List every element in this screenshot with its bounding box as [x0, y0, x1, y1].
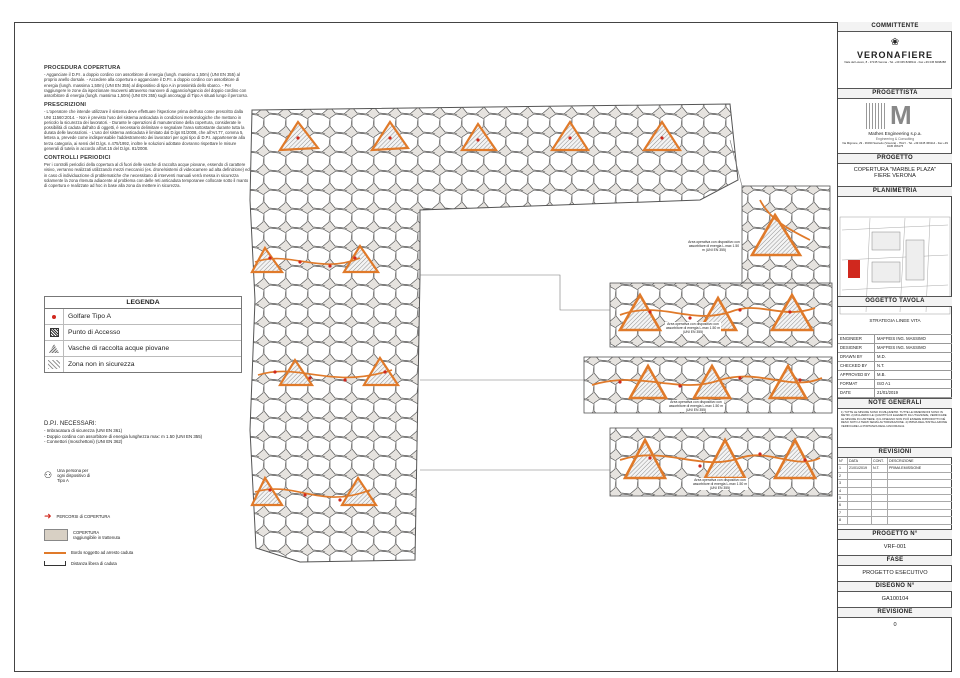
revision-header: REVISIONE: [838, 607, 952, 618]
client-name: VERONAFIERE: [856, 50, 933, 60]
client-block: [838, 36, 952, 88]
procedure-text: - Agganciare il D.P.I. a doppio cordino con assorbitore di energia (lungh. massima 1,50m) (UNI EN 355) al proprio anello dorsale. - Accedere alla copertura e agganciare il D.P.I. a doppio cordino con assorbitore di energia (lungh. massima 1,50m) (UNI EN 355) al dispositivo di tipo A in prossimità dello sbarco. - Per raggiungere le zone da ispezionare muoversi attraverso manovre di aggancio/sgancio del doppio cordino con assorbitore di energia (lungh. massima 1,50m) (UNI EN 355) sugli ancoraggi di Tipo A situati lungo il percorso.: [44, 72, 249, 99]
rev-row: 7: [838, 510, 952, 517]
revision: 0: [893, 621, 897, 628]
designer-info: Via Mignone, 29 - 36030 Sarcedo (Vicenza) - ITALY - Tel. +39 0445 366114 - Fax +39 0445 366175: [842, 141, 948, 149]
project-no-header: PROGETTO N°: [838, 529, 952, 540]
project-no: VRF-001: [883, 543, 907, 550]
legend-label: Vasche di raccolta acque piovane: [68, 345, 170, 352]
red-arrow-icon: ➜: [44, 511, 52, 521]
rev-row: 5: [838, 495, 952, 502]
callout-1: Area operativa con dispositivo con assorbitore di energia L.max 1.50 m (UNI EN 355): [688, 240, 740, 252]
tb-row: DESIGNER MAFFEIS ING. MASSIMO: [838, 344, 952, 353]
tb-row: DATE 21/01/2019: [838, 389, 952, 398]
rev-row: 2: [838, 473, 952, 480]
project-header: PROGETTO: [838, 153, 952, 164]
checks-text: Per i controlli periodici della copertura al di fuori delle vasche di raccolta acque piovane, essendo di carattere visivo, verranno realizzati utilizzando mezzi meccanici (es. drone/sistemi di videocamere ad alta definizione) ed in caso di individuazione di problematiche che necessitano di interventi manuali verrà messa in sicurezza solamente la zona ritenuta adiacente al problema con delle reti anticaduta temporanee collocate sotto il manto di copertura e realizzate ad hoc in base alla zona da mettere in sicurezza.: [44, 162, 250, 189]
designer-block: [838, 99, 952, 153]
rev-header-row: N° DATA CONT. DESCRIZIONE: [838, 458, 952, 465]
dpi-item: - Imbracatura di sicurezza (UNI EN 361): [44, 428, 123, 434]
project-name-1: COPERTURA "MARBLE PLAZA": [853, 167, 937, 173]
tb-row: ENGINEER MAFFEIS ING. MASSIMO: [838, 335, 952, 344]
rev-row: 6: [838, 502, 952, 509]
dpi-title: D.P.I. NECESSARI:: [44, 421, 97, 427]
general-notes-header: NOTE GENERALI: [838, 398, 952, 409]
dpi-item: - Doppio cordino con assorbitore di energia lunghezza max: m 1.50 (UNI EN 355): [44, 433, 203, 439]
rev-row: 4: [838, 488, 952, 495]
callout-2: Area operativa con dispositivo con assorbitore di energia L.max 1.50 m (UNI EN 355): [665, 322, 721, 334]
legend-label: Zona non in sicurezza: [68, 361, 135, 368]
prescriptions-text: - L'operatore che intende utilizzare il sistema deve effettuare l'ispezione prima dell'uso come prescritto dalla UNI 11560:2014. - Non è previsto l'uso del sistema anticaduta in condizioni meteorologiche che mettono in pericolo la sicurezza dei lavoratori. - Durante le operazioni di manutenzione della copertura, considerate le possibilità di caduta dall'alto di oggetti, è necessario delimitare e segnalare l'area sottostante durante tutta la durata delle lavorazioni. - L'uso del sistema anticaduta è limitato dal D.lgs 81/2008, che all'Art.77, comma 5, lettera a, prevede come indispensabile l'addestramento dei lavoratori per ogni tipo di D.P.I. appartenente alla terza categoria, ai sensi del D.lgs. n.475/1992, inoltre le soluzioni adottate dovranno rispettare le misure generali di tutela in accordo all'art.15 del D.lgs. 81/2008.: [44, 109, 245, 151]
client-info: Viale del Lavoro, 8 - 37135 Verona - Tel. +39 045 8298111 - Fax +39 045 8298288: [844, 60, 946, 64]
drawing-no: GA100104: [881, 595, 909, 602]
checks-title: CONTROLLI PERIODICI: [44, 155, 111, 162]
client-header: COMMITTENTE: [838, 22, 952, 32]
phase-header: FASE: [838, 555, 952, 566]
plan-header: PLANIMETRIA: [838, 186, 952, 197]
tb-row: DRAWN BY M.D.: [838, 353, 952, 362]
rev-row: 1 21/01/2019 N.T. PRIMA EMISSIONE: [838, 465, 952, 472]
tb-row: FORMAT ISO A1: [838, 380, 952, 389]
rev-row: 8: [838, 517, 952, 524]
title-block: [837, 22, 952, 672]
project-block: [838, 164, 952, 186]
symbol-roof-label: COPERTURA raggiungibile in trattenuta: [73, 530, 121, 540]
phase: PROGETTO ESECUTIVO: [862, 569, 928, 576]
procedure-title: PROCEDURA COPERTURA: [44, 65, 121, 71]
object-block: [838, 307, 952, 335]
designer-header: PROGETTISTA: [838, 88, 952, 99]
legend-label: Golfare Tipo A: [68, 313, 112, 320]
project-name-2: FIERE VERONA: [874, 173, 916, 179]
revisions-header: REVISIONI: [838, 447, 952, 458]
tb-row: APPROVED BY M.B.: [838, 371, 952, 380]
symbol-path-label: PERCORSI di COPERTURA: [56, 514, 111, 519]
callout-4: Area operativa con dispositivo con assorbitore di energia L.max 1.50 m (UNI EN 355): [692, 478, 748, 490]
designer-logo-mark: M: [890, 100, 912, 130]
legend-title: LEGENDA: [45, 297, 241, 309]
rev-row: 3: [838, 480, 952, 487]
callout-3: Area operativa con dispositivo con assorbitore di energia L.max 1.50 m (UNI EN 355): [668, 400, 724, 412]
prescriptions-title: PRESCRIZIONI: [44, 102, 87, 109]
general-notes: 1) TUTTE LE MISURE SONO IN MILLIMETRI. TUTTE LE DIMENSIONI SONO IN METRI. 2) RIGUARDO LE QUANTITÀ DI ELEMENTI DA UTILIZZARE, VERIFICARE LE MISURE IN CANTIERE. 3) IL DISEGNO NON PUÒ ESSERE RIPRODOTTO NÉ RESO NOTO A TERZI SENZA AUTORIZZAZIONE. 4) PRIMA DELL'INSTALLAZIONE VERIFICARE LA PORTANZA DEGLI ANCORAGGI.: [841, 410, 948, 428]
client-logo-icon: ❀: [890, 37, 900, 48]
plan-area: [838, 197, 952, 296]
person-icon: ⚇: [44, 470, 53, 480]
designer-name: Mathes Engineering s.p.a.: [868, 131, 922, 136]
symbol-edge-label: Bordo soggetto ad arresto caduta: [71, 550, 134, 555]
tb-row: CHECKED BY N.T.: [838, 362, 952, 371]
designer-logo-icon: [866, 103, 886, 129]
drawing-no-header: DISEGNO N°: [838, 581, 952, 592]
legend-label: Punto di Accesso: [68, 329, 121, 336]
dpi-item: - Connettori (moschettoni) (UNI EN 362): [44, 439, 123, 445]
object-header: OGGETTO TAVOLA: [838, 296, 952, 307]
designer-sub: Engineering & Consulting: [875, 137, 915, 141]
object-name: STRATEGIA LINEE VITA: [869, 318, 921, 323]
persons-note: Una persona per ogni dispositivo di Tipo A: [57, 468, 91, 483]
symbol-distance-label: Distanza libera di caduta: [71, 561, 117, 566]
